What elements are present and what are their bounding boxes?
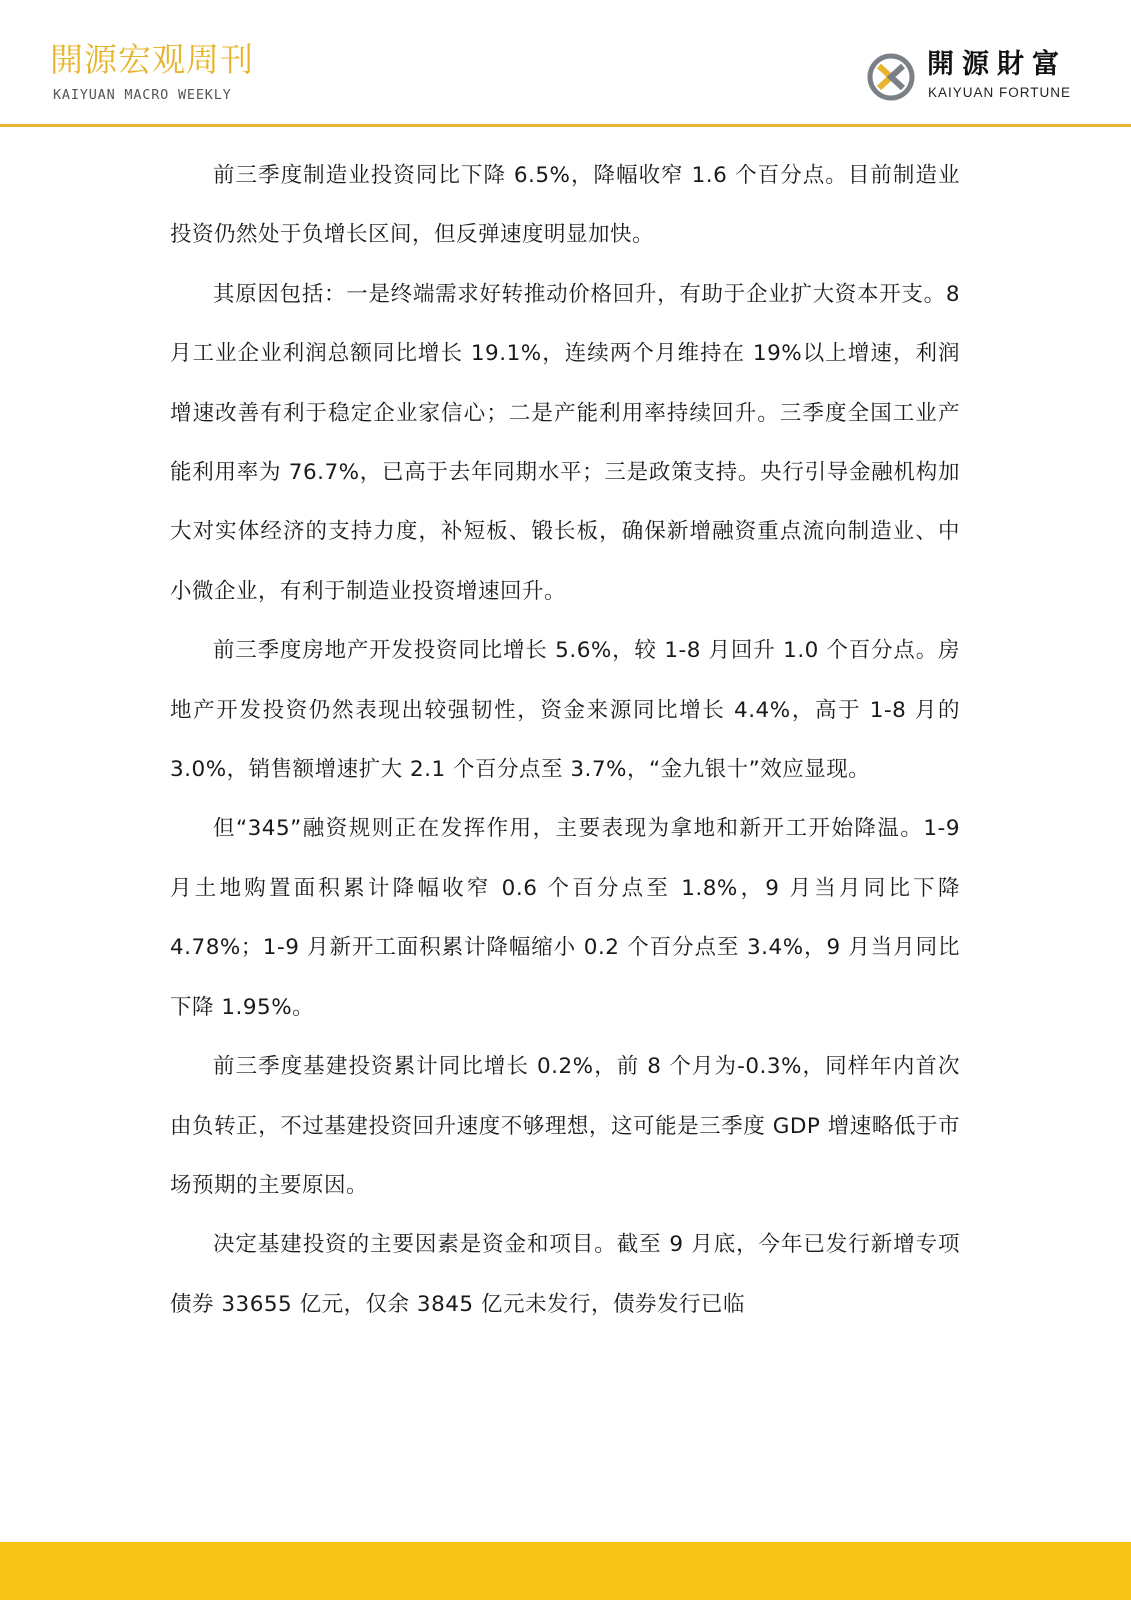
footer-bar [0,1542,1131,1600]
paragraph-infrastructure-funding: 决定基建投资的主要因素是资金和项目。截至 9 月底，今年已发行新增专项债券 33655 亿元，仅余 3845 亿元未发行，债券发行已临 [170,1232,960,1317]
paragraph-manufacturing-investment: 前三季度制造业投资同比下降 6.5%，降幅收窄 1.6 个百分点。目前制造业投资仍然处于负增长区间，但反弹速度明显加快。 [170,163,960,248]
logo-name-en: KAIYUAN FORTUNE [928,85,1072,100]
report-body [170,146,960,1334]
logo-name-cn: 開源財富 [927,49,1067,80]
paragraph-real-estate-investment: 前三季度房地产开发投资同比增长 5.6%，较 1-8 月回升 1.0 个百分点。房地产开发投资仍然表现出较强韧性，资金来源同比增长 4.4%，高于 1-8 月的 3.0%，销售额增速扩大 2.1 个百分点至 3.7%，“金九银十”效应显现。 [170,638,960,783]
paragraph-manufacturing-reasons: 其原因包括：一是终端需求好转推动价格回升，有助于企业扩大资本开支。8 月工业企业利润总额同比增长 19.1%，连续两个月维持在 19%以上增速，利润增速改善有利于稳定企业家信心；二是产能利用率持续回升。三季度全国工业产能利用率为 76.7%，已高于去年同期水平；三是政策支持。央行引导金融机构加大对实体经济的支持力度，补短板、锻长板，确保新增融资重点流向制造业、中小微企业，有利于制造业投资增速回升。 [170,281,960,604]
page-header [0,0,1131,126]
publication-subtitle: KAIYUAN MACRO WEEKLY [53,87,232,103]
header-divider [0,124,1131,127]
publication-title: 開源宏观周刊 [50,40,254,79]
paragraph-financing-rules: 但“345”融资规则正在发挥作用，主要表现为拿地和新开工开始降温。1-9 月土地购置面积累计降幅收窄 0.6 个百分点至 1.8%，9 月当月同比下降 4.78%；1-9 月新开工面积累计降幅缩小 0.2 个百分点至 3.4%，9 月当月同比下降 1.95%。 [170,816,960,1020]
kaiyuan-logo-icon [866,52,916,102]
paragraph-infrastructure-investment: 前三季度基建投资累计同比增长 0.2%，前 8 个月为-0.3%，同样年内首次由负转正，不过基建投资回升速度不够理想，这可能是三季度 GDP 增速略低于市场预期的主要原因。 [170,1054,960,1198]
